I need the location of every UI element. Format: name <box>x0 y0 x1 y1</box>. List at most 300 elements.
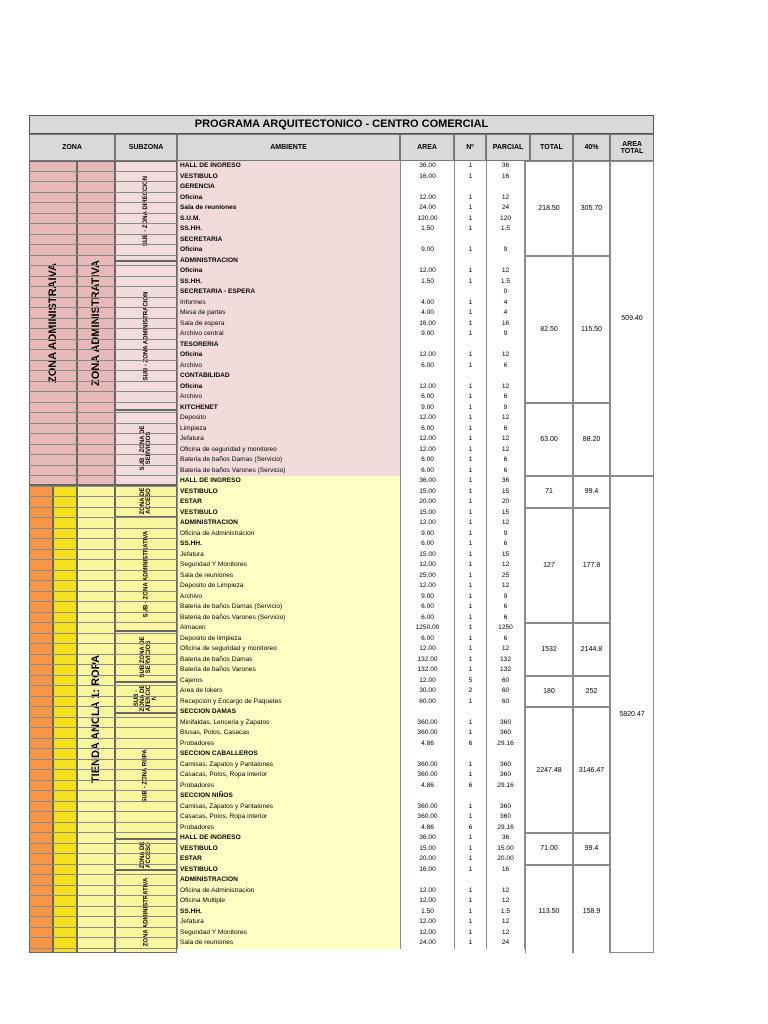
table-row <box>29 508 525 519</box>
count-cell <box>454 256 486 267</box>
table-row <box>29 413 525 424</box>
area-cell: 15.00 <box>400 550 454 561</box>
ambiente-cell: Sala de reuniones <box>177 938 400 949</box>
area-cell: 12.00 <box>400 266 454 277</box>
table-row <box>29 455 525 466</box>
count-cell: 1 <box>454 896 486 907</box>
area-cell: 16.00 <box>400 865 454 876</box>
ambiente-cell: HALL DE INGRESO <box>177 476 400 487</box>
count-cell: 1 <box>454 571 486 582</box>
count-cell: 1 <box>454 854 486 865</box>
header-parcial: PARCIAL <box>486 134 530 161</box>
area-cell: 4.00 <box>400 308 454 319</box>
table-row <box>29 245 525 256</box>
group-40pct-cell: 115.50 <box>573 256 610 403</box>
table-row <box>29 854 525 865</box>
parcial-cell: 12 <box>486 350 525 361</box>
area-cell: 6.00 <box>400 424 454 435</box>
area-cell: 132.00 <box>400 665 454 676</box>
table-row <box>29 518 525 529</box>
parcial-cell: 16 <box>486 319 525 330</box>
table-row <box>29 802 525 813</box>
parcial-cell: 360 <box>486 802 525 813</box>
count-cell: 1 <box>454 602 486 613</box>
parcial-cell: 9 <box>486 403 525 414</box>
ambiente-cell: Seguridad Y Monitores <box>177 560 400 571</box>
table-row <box>29 497 525 508</box>
area-cell: 1.50 <box>400 277 454 288</box>
table-row <box>29 161 525 172</box>
count-cell: 1 <box>454 770 486 781</box>
parcial-cell: 60 <box>486 676 525 687</box>
ambiente-cell: Casacas, Polos, Ropa interior <box>177 770 400 781</box>
area-cell: 12.00 <box>400 928 454 939</box>
ambiente-cell: TESORERIA <box>177 340 400 351</box>
table-row <box>29 539 525 550</box>
area-cell: 6.00 <box>400 455 454 466</box>
table-row <box>29 928 525 939</box>
area-cell: 9.00 <box>400 592 454 603</box>
parcial-cell: 6 <box>486 602 525 613</box>
table-row <box>29 707 525 718</box>
area-cell <box>400 371 454 382</box>
count-cell: 5 <box>454 676 486 687</box>
table-row <box>29 340 525 351</box>
header-40: 40% <box>573 134 610 161</box>
area-cell: 6.00 <box>400 634 454 645</box>
parcial-cell: 6 <box>486 361 525 372</box>
ambiente-cell: Seguridad Y Monitores <box>177 928 400 939</box>
area-cell <box>400 235 454 246</box>
count-cell: 1 <box>454 277 486 288</box>
parcial-cell: 12 <box>486 560 525 571</box>
parcial-cell: 6 <box>486 455 525 466</box>
parcial-cell <box>486 707 525 718</box>
table-row <box>29 917 525 928</box>
area-cell: 360.00 <box>400 718 454 729</box>
count-cell: 1 <box>454 623 486 634</box>
area-cell: 12.00 <box>400 644 454 655</box>
count-cell: 1 <box>454 718 486 729</box>
group-40pct-cell: 99.4 <box>573 476 610 508</box>
table-row <box>29 371 525 382</box>
table-row <box>29 571 525 582</box>
parcial-cell: 132 <box>486 665 525 676</box>
parcial-cell: 1250 <box>486 623 525 634</box>
area-cell: 1.50 <box>400 907 454 918</box>
ambiente-cell: Jefatura <box>177 434 400 445</box>
table-row <box>29 466 525 477</box>
subzona-administracion-label: SUB - ZONA ADMINISTRACION <box>143 291 150 380</box>
parcial-cell <box>486 340 525 351</box>
table-row <box>29 718 525 729</box>
parcial-cell: 6 <box>486 392 525 403</box>
parcial-cell: 36 <box>486 476 525 487</box>
table-row <box>29 644 525 655</box>
area-cell: 24.00 <box>400 938 454 949</box>
parcial-cell <box>486 791 525 802</box>
area-cell: 24.00 <box>400 203 454 214</box>
area-cell: 15.00 <box>400 508 454 519</box>
count-cell: 1 <box>454 592 486 603</box>
area-cell: 12.00 <box>400 676 454 687</box>
area-cell: 12.00 <box>400 917 454 928</box>
area-cell: 9.00 <box>400 329 454 340</box>
count-cell: 1 <box>454 403 486 414</box>
area-cell: 1250.00 <box>400 623 454 634</box>
count-cell: 1 <box>454 172 486 183</box>
ambiente-cell: VESTIBULO <box>177 844 400 855</box>
count-cell: 1 <box>454 844 486 855</box>
area-cell: 15.00 <box>400 487 454 498</box>
parcial-cell <box>486 749 525 760</box>
area-cell: 9.00 <box>400 403 454 414</box>
ambiente-cell: SECCION NIÑOS <box>177 791 400 802</box>
area-cell <box>400 875 454 886</box>
parcial-cell: 60 <box>486 686 525 697</box>
parcial-cell: 24 <box>486 938 525 949</box>
table-row <box>29 613 525 624</box>
table-row <box>29 182 525 193</box>
area-cell: 12.00 <box>400 886 454 897</box>
parcial-cell: 16 <box>486 865 525 876</box>
group-40pct-cell: 3146.47 <box>573 707 610 833</box>
area-cell: 12.00 <box>400 445 454 456</box>
parcial-cell: 6 <box>486 424 525 435</box>
count-cell: 1 <box>454 560 486 571</box>
parcial-cell: 9 <box>486 329 525 340</box>
ambiente-cell: Archivo <box>177 361 400 372</box>
parcial-cell: 15 <box>486 508 525 519</box>
table-row <box>29 476 525 487</box>
ambiente-cell: Oficina de Administracion <box>177 529 400 540</box>
count-cell: 1 <box>454 518 486 529</box>
count-cell: 1 <box>454 539 486 550</box>
table-row <box>29 581 525 592</box>
count-cell <box>454 875 486 886</box>
parcial-cell: 9 <box>486 529 525 540</box>
count-cell: 2 <box>454 686 486 697</box>
count-cell: 1 <box>454 865 486 876</box>
area-cell: 12.00 <box>400 434 454 445</box>
table-row <box>29 844 525 855</box>
parcial-cell: 12 <box>486 518 525 529</box>
area-cell: 120.00 <box>400 214 454 225</box>
header-subzona: SUBZONA <box>115 134 177 161</box>
table-row <box>29 865 525 876</box>
table-row <box>29 266 525 277</box>
table-row <box>29 382 525 393</box>
ambiente-cell: SECCION CABALLEROS <box>177 749 400 760</box>
ambiente-cell: VESTIBULO <box>177 487 400 498</box>
count-cell: 1 <box>454 361 486 372</box>
ambiente-cell: VESTIBULO <box>177 508 400 519</box>
ambiente-cell: Almacen <box>177 623 400 634</box>
ambiente-cell: HALL DE INGRESO <box>177 833 400 844</box>
table-row <box>29 886 525 897</box>
ambiente-cell: Deposito de limpieza <box>177 634 400 645</box>
parcial-cell: 1.5 <box>486 224 525 235</box>
parcial-cell: 20 <box>486 497 525 508</box>
group-total-cell: 1532 <box>525 623 573 676</box>
parcial-cell <box>486 371 525 382</box>
area-cell <box>400 182 454 193</box>
table-row <box>29 529 525 540</box>
count-cell: 1 <box>454 424 486 435</box>
ambiente-cell: Jefatura <box>177 917 400 928</box>
parcial-cell <box>486 875 525 886</box>
count-cell: 1 <box>454 203 486 214</box>
table-row <box>29 812 525 823</box>
ambiente-cell: VESTIBULO <box>177 865 400 876</box>
ambiente-cell: Sala de reuniones <box>177 203 400 214</box>
subzona-acceso-label: ZONA DE ACCESO <box>140 487 152 515</box>
area-cell <box>400 340 454 351</box>
ambiente-cell: Oficina <box>177 245 400 256</box>
ambiente-cell: Oficina <box>177 193 400 204</box>
group-total-cell: 180 <box>525 676 573 708</box>
parcial-cell: 132 <box>486 655 525 666</box>
ambiente-cell: ADMINISTRACION <box>177 875 400 886</box>
group-total-cell: 113.50 <box>525 865 573 954</box>
parcial-cell: 9 <box>486 592 525 603</box>
count-cell: 1 <box>454 214 486 225</box>
table-row <box>29 896 525 907</box>
parcial-cell: 12 <box>486 928 525 939</box>
count-cell: 1 <box>454 581 486 592</box>
area-cell: 36.00 <box>400 476 454 487</box>
parcial-cell: 4 <box>486 298 525 309</box>
count-cell: 1 <box>454 245 486 256</box>
count-cell <box>454 791 486 802</box>
parcial-cell: 12 <box>486 886 525 897</box>
count-cell <box>454 749 486 760</box>
ambiente-cell: Camisas, Zapatos y Pantalones <box>177 760 400 771</box>
ambiente-cell: KITCHENET <box>177 403 400 414</box>
area-total-cell: 509.40 <box>610 161 654 476</box>
table-row <box>29 403 525 414</box>
area-cell: 60.00 <box>400 697 454 708</box>
table-row <box>29 623 525 634</box>
count-cell: 1 <box>454 886 486 897</box>
area-cell: 25.00 <box>400 571 454 582</box>
count-cell: 1 <box>454 308 486 319</box>
parcial-cell: 20.00 <box>486 854 525 865</box>
subzona-servicios-label: SUB - ZONA DE SERVICIOS <box>140 425 152 470</box>
count-cell: 1 <box>454 655 486 666</box>
table-row <box>29 823 525 834</box>
count-cell: 1 <box>454 161 486 172</box>
parcial-cell: 360 <box>486 718 525 729</box>
count-cell <box>454 707 486 718</box>
parcial-cell: 29.16 <box>486 823 525 834</box>
ambiente-cell: SS.HH. <box>177 224 400 235</box>
parcial-cell: 4 <box>486 308 525 319</box>
table-row <box>29 224 525 235</box>
table-row <box>29 760 525 771</box>
subzona-t-servicios-label: SUB ZONA DE SERVICIOS <box>140 635 152 678</box>
group-total-cell: 127 <box>525 508 573 624</box>
table-row <box>29 697 525 708</box>
group-40pct-cell: 88.20 <box>573 403 610 477</box>
area-cell: 9.00 <box>400 245 454 256</box>
table-row <box>29 424 525 435</box>
area-cell: 6.00 <box>400 602 454 613</box>
area-cell: 360.00 <box>400 812 454 823</box>
count-cell: 1 <box>454 928 486 939</box>
ambiente-cell: Oficina <box>177 266 400 277</box>
table-row <box>29 739 525 750</box>
ambiente-cell: Blusas, Polos, Casacas <box>177 728 400 739</box>
count-cell: 1 <box>454 487 486 498</box>
parcial-cell: 12 <box>486 644 525 655</box>
area-cell: 6.00 <box>400 361 454 372</box>
ambiente-cell: SECRETARIA <box>177 235 400 246</box>
area-cell: 30.00 <box>400 686 454 697</box>
count-cell <box>454 287 486 298</box>
table-row <box>29 634 525 645</box>
zona-admin-inner-label: ZONA ADMINISTRATIVA <box>90 260 103 386</box>
table-row <box>29 214 525 225</box>
parcial-cell: 360 <box>486 728 525 739</box>
area-cell <box>400 749 454 760</box>
area-cell <box>400 791 454 802</box>
area-cell: 6.00 <box>400 613 454 624</box>
subzona-acceso-2-label: ZONA DE ACCESO <box>140 841 152 868</box>
group-total-cell: 218.50 <box>525 161 573 256</box>
area-cell: 36.00 <box>400 833 454 844</box>
area-cell: 360.00 <box>400 770 454 781</box>
ambiente-cell: GERENCIA <box>177 182 400 193</box>
header-total: TOTAL <box>530 134 573 161</box>
table-row <box>29 203 525 214</box>
ambiente-cell: Informes <box>177 298 400 309</box>
table-row <box>29 938 525 949</box>
parcial-cell: 12 <box>486 896 525 907</box>
parcial-cell <box>486 182 525 193</box>
parcial-cell: 15.00 <box>486 844 525 855</box>
parcial-cell: 1.5 <box>486 907 525 918</box>
parcial-cell: 360 <box>486 760 525 771</box>
parcial-cell: 29.16 <box>486 781 525 792</box>
parcial-cell: 6 <box>486 539 525 550</box>
area-cell: 132.00 <box>400 655 454 666</box>
count-cell: 1 <box>454 728 486 739</box>
table-row <box>29 728 525 739</box>
area-cell: 4.00 <box>400 298 454 309</box>
area-cell <box>400 707 454 718</box>
area-cell: 6.00 <box>400 466 454 477</box>
ambiente-cell: Oficina de seguridad y monitoreo <box>177 445 400 456</box>
ambiente-cell: Camisas, Zapatos y Pantalones <box>177 802 400 813</box>
table-title: PROGRAMA ARQUITECTONICO - CENTRO COMERCIAL <box>29 115 654 134</box>
area-cell: 12.00 <box>400 350 454 361</box>
group-40pct-cell: 99.4 <box>573 833 610 865</box>
count-cell: 1 <box>454 350 486 361</box>
count-cell: 1 <box>454 812 486 823</box>
table-row <box>29 907 525 918</box>
parcial-cell: 12 <box>486 413 525 424</box>
table-row <box>29 329 525 340</box>
zona-admin-outer-label: ZONA ADMINISTRAIVA <box>47 263 60 383</box>
ambiente-cell: Oficina <box>177 382 400 393</box>
ambiente-cell: Bateria de baños Varones <box>177 665 400 676</box>
subzona-atencion-label: SUB - ZONA DE ATENCIO N <box>134 684 158 711</box>
count-cell <box>454 340 486 351</box>
table-row <box>29 277 525 288</box>
count-cell: 1 <box>454 529 486 540</box>
ambiente-cell: CONTABILIDAD <box>177 371 400 382</box>
table-row <box>29 287 525 298</box>
parcial-cell: 6 <box>486 466 525 477</box>
header-numero: Nº <box>454 134 486 161</box>
count-cell <box>454 235 486 246</box>
ambiente-cell: Recepcion y Encargo de Paquetes <box>177 697 400 708</box>
ambiente-cell: HALL DE INGRESO <box>177 161 400 172</box>
count-cell: 1 <box>454 833 486 844</box>
ambiente-cell: SS.HH. <box>177 539 400 550</box>
ambiente-cell: Limpieza <box>177 424 400 435</box>
parcial-cell: 12 <box>486 581 525 592</box>
header-area-total: AREA TOTAL <box>610 134 654 161</box>
count-cell: 1 <box>454 613 486 624</box>
area-cell: 9.00 <box>400 529 454 540</box>
table-row <box>29 235 525 246</box>
tienda-label: TIENDA ANCLA 1: ROPA <box>90 654 103 784</box>
count-cell <box>454 371 486 382</box>
ambiente-cell: Archivo <box>177 592 400 603</box>
area-cell: 360.00 <box>400 760 454 771</box>
area-cell: 360.00 <box>400 728 454 739</box>
area-cell: 1.50 <box>400 224 454 235</box>
table-row <box>29 308 525 319</box>
count-cell: 1 <box>454 644 486 655</box>
parcial-cell: 36 <box>486 161 525 172</box>
count-cell: 1 <box>454 392 486 403</box>
header-zona: ZONA <box>29 134 115 161</box>
area-cell: 6.00 <box>400 539 454 550</box>
count-cell: 1 <box>454 434 486 445</box>
area-cell: 20.00 <box>400 497 454 508</box>
ambiente-cell: Oficina de seguridad y monitoreo <box>177 644 400 655</box>
area-cell: 4.86 <box>400 739 454 750</box>
area-cell: 15.00 <box>400 844 454 855</box>
group-40pct-cell: 2144.8 <box>573 623 610 676</box>
table-row <box>29 833 525 844</box>
parcial-cell: 25 <box>486 571 525 582</box>
count-cell: 1 <box>454 550 486 561</box>
parcial-cell: 1.5 <box>486 277 525 288</box>
subzona-t-administrativa-label: SUB - ZONA ADMINISTRATIVA <box>143 530 150 618</box>
table-row <box>29 487 525 498</box>
ambiente-cell: ESTAR <box>177 497 400 508</box>
group-total-cell: 2247.48 <box>525 707 573 833</box>
count-cell: 1 <box>454 508 486 519</box>
ambiente-cell: Bateria de baños Damas (Servicio) <box>177 455 400 466</box>
parcial-cell: 360 <box>486 770 525 781</box>
area-cell: 4.86 <box>400 781 454 792</box>
area-total-cell: 5820.47 <box>610 476 654 953</box>
area-cell <box>400 287 454 298</box>
table-row <box>29 298 525 309</box>
table-row <box>29 770 525 781</box>
count-cell: 1 <box>454 329 486 340</box>
count-cell: 1 <box>454 224 486 235</box>
parcial-cell: 12 <box>486 193 525 204</box>
count-cell: 1 <box>454 917 486 928</box>
ambiente-cell: Jefatura <box>177 550 400 561</box>
parcial-cell: 36 <box>486 833 525 844</box>
